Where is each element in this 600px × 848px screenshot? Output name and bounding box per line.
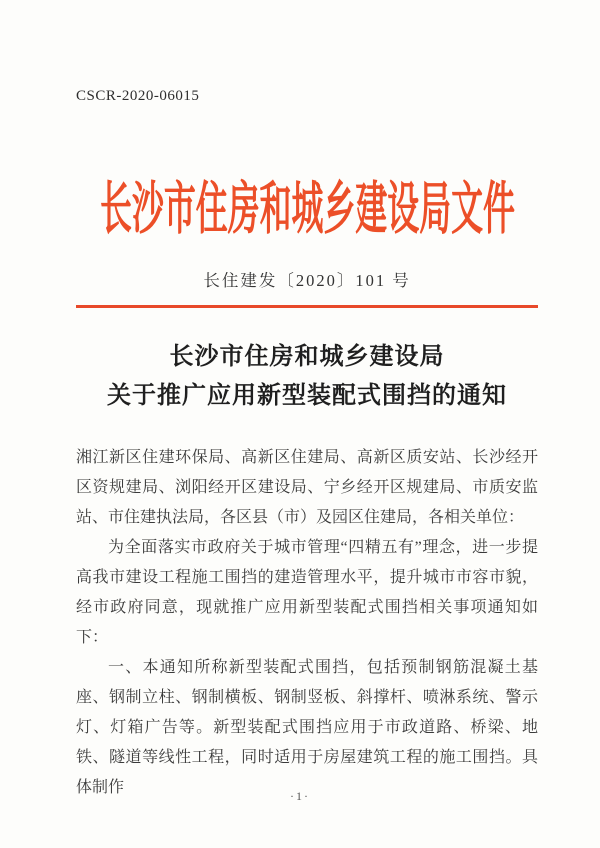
subject-line-2: 关于推广应用新型装配式围挡的通知: [107, 383, 507, 409]
body-paragraph: 一、本通知所称新型装配式围挡，包括预制钢筋混凝土基座、钢制立柱、钢制横板、钢制竖板、斜撑杆、喷淋系统、警示灯、灯箱广告等。新型装配式围挡应用于市政道路、桥梁、地铁、隧道等线性工程，同时适用于房屋建筑工程的施工围挡。具体制作: [76, 659, 538, 796]
masthead: [76, 163, 538, 245]
document-code: CSCR-2020-06015: [76, 88, 200, 104]
subject-line-1: 长沙市住房和城乡建设局: [169, 344, 445, 370]
subject-title: [76, 338, 538, 416]
body-paragraph: 为全面落实市政府关于城市管理“四精五有”理念，进一步提高我市建设工程施工围挡的建造管理水平，提升城市市容市貌，经市政府同意，现就推广应用新型装配式围挡相关事项通知如下：: [76, 539, 538, 646]
document-number: 长住建发〔2020〕101 号: [203, 271, 411, 290]
document-body: [76, 443, 538, 803]
red-divider-rule: [76, 305, 538, 308]
recipients-paragraph: 湘江新区住建环保局、高新区住建局、高新区质安站、长沙经开区资规建局、浏阳经开区建设局、宁乡经开区规建局、市质安监站、市住建执法局，各区县（市）及园区住建局，各相关单位：: [76, 449, 538, 526]
masthead-title: 长沙市住房和城乡建设局文件: [99, 178, 515, 241]
page-number: ·1·: [290, 789, 310, 803]
